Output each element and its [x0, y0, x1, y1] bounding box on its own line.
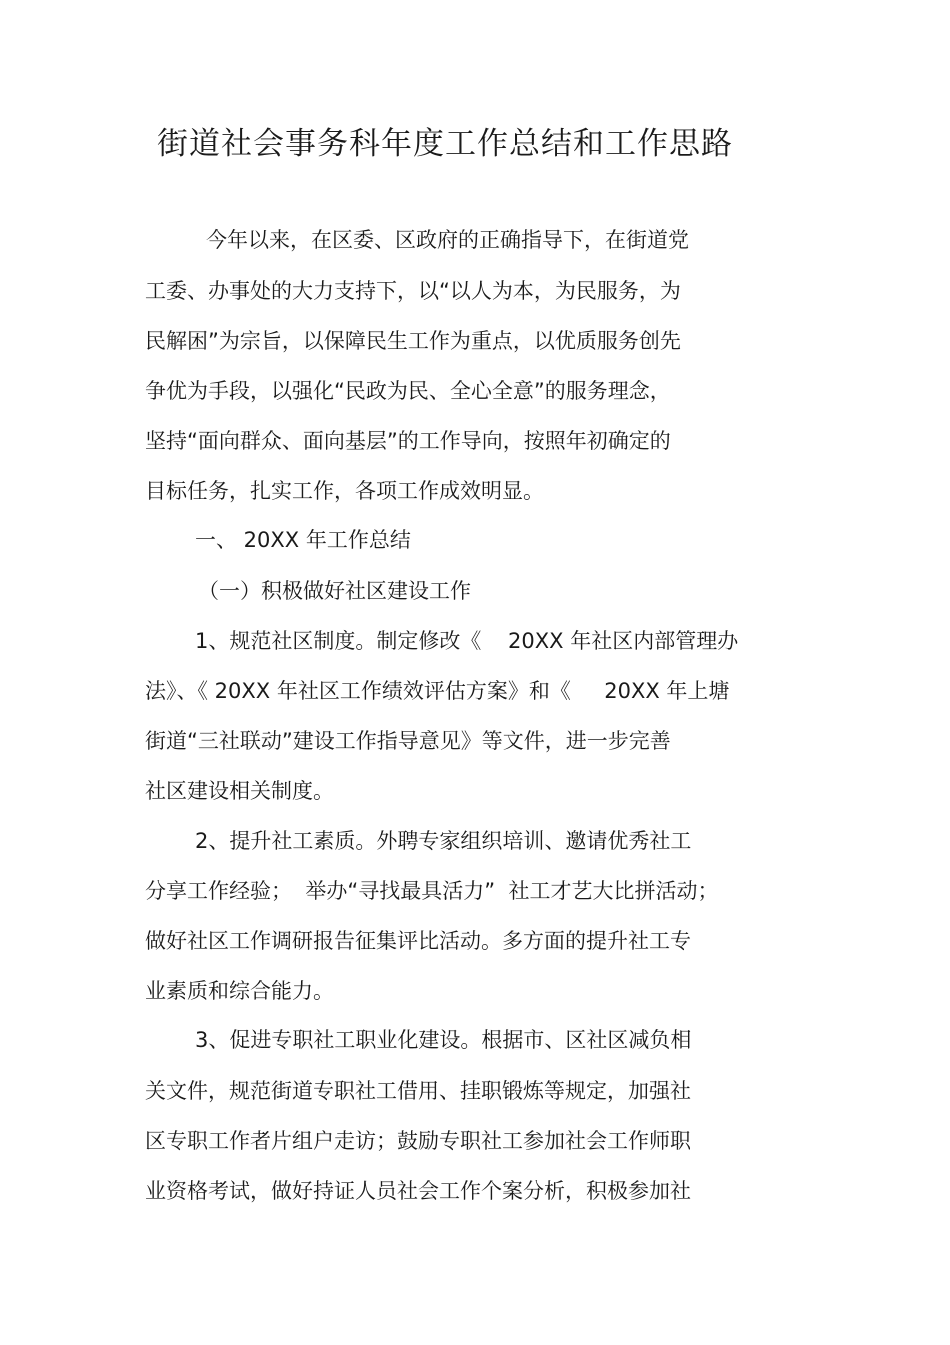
paragraph-line: 1、规范社区制度。制定修改《 20XX 年社区内部管理办: [195, 629, 739, 653]
paragraph-line: 3、促进专职社工职业化建设。根据市、区社区减负相: [195, 1028, 692, 1052]
paragraph-line: 业资格考试，做好持证人员社会工作个案分析，积极参加社: [145, 1179, 691, 1203]
paragraph-line: 目标任务，扎实工作，各项工作成效明显。: [145, 479, 544, 503]
section-heading: 一、 20XX 年工作总结: [195, 528, 411, 552]
paragraph-line: 社区建设相关制度。: [145, 779, 334, 803]
document-title: 街道社会事务科年度工作总结和工作思路: [157, 126, 733, 162]
paragraph-line: 2、提升社工素质。外聘专家组织培训、邀请优秀社工: [195, 829, 692, 853]
paragraph-line: 街道“三社联动”建设工作指导意见》等文件，进一步完善: [145, 729, 671, 753]
paragraph-line: 法》、《 20XX 年社区工作绩效评估方案》和《 20XX 年上塘: [145, 679, 730, 703]
paragraph-line: 关文件，规范街道专职社工借用、挂职锻炼等规定，加强社: [145, 1079, 691, 1103]
paragraph-line: 区专职工作者片组户走访；鼓励专职社工参加社会工作师职: [145, 1129, 691, 1153]
paragraph-line: 民解困”为宗旨，以保障民生工作为重点，以优质服务创先: [145, 329, 681, 353]
paragraph-line: 争优为手段，以强化“民政为民、全心全意”的服务理念，: [145, 379, 671, 403]
paragraph-line: 业素质和综合能力。: [145, 979, 334, 1003]
paragraph-line: 分享工作经验； 举办“寻找最具活力” 社工才艺大比拼活动；: [145, 879, 719, 903]
subsection-heading: （一）积极做好社区建设工作: [198, 579, 471, 603]
paragraph-line: 坚持“面向群众、面向基层”的工作导向，按照年初确定的: [145, 429, 671, 453]
paragraph-line: 做好社区工作调研报告征集评比活动。多方面的提升社工专: [145, 929, 691, 953]
paragraph-line: 工委、办事处的大力支持下，以“以人为本，为民服务，为: [145, 279, 681, 303]
paragraph-line: 今年以来，在区委、区政府的正确指导下，在街道党: [206, 228, 689, 252]
